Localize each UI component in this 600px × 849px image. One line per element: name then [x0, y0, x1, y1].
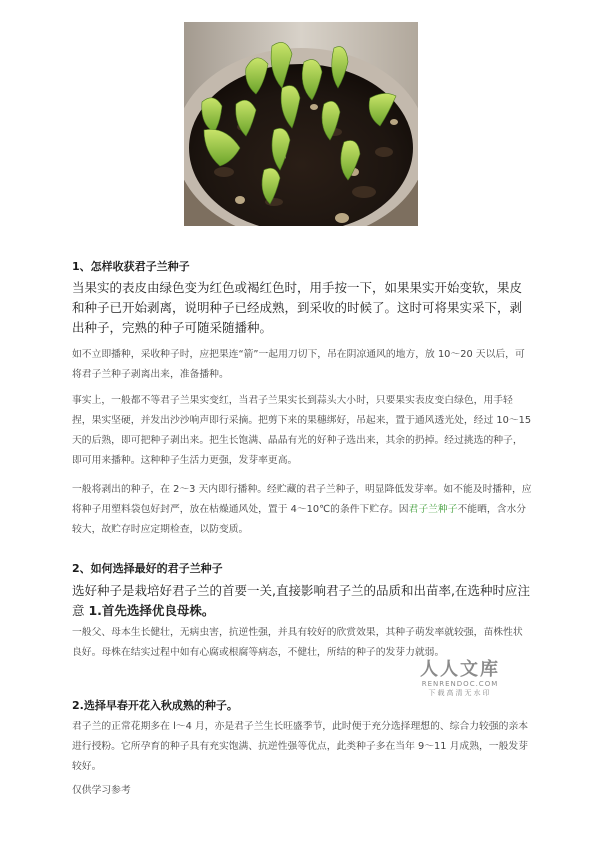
watermark-tagline: 下载高清无水印	[428, 689, 492, 697]
section2-paragraph-1	[72, 581, 532, 621]
watermark-title: 人人文库	[420, 659, 500, 680]
watermark-url: RENRENDOC.COM	[421, 680, 499, 688]
seedling-photo	[184, 22, 418, 226]
orchid-seed-link[interactable]: 君子兰种子	[408, 504, 458, 515]
footer-note: 仅供学习参考	[72, 785, 131, 796]
section1-paragraph-4	[72, 480, 532, 540]
watermark-logo	[414, 660, 506, 698]
section3-title: 2.选择早春开花入秋成熟的种子。	[72, 699, 238, 712]
section3-paragraph-1: 君子兰的正常花期多在 l～4 月，亦是君子兰生长旺盛季节，此时便于充分选择理想的、综合力较强的亲本进行授粉。它所孕育的种子具有充实饱满、抗逆性强等优点，此类种子多在当年 9～11 月成熟，一般发芽较好。	[72, 721, 529, 772]
section1-title: 1、怎样收获君子兰种子	[72, 260, 190, 273]
section1-paragraph-4-text-a: 一般将剥出的种子，在 2～3 天内即行播种。经贮藏的君子兰种子，明显降低发芽率。如不能及时播种，应将种子用塑料袋包好封严，放在枯燥通风处，置于 4～10℃的条件下贮存。因	[72, 484, 532, 515]
section2-subheading: 1.首先选择优良母株。	[88, 603, 215, 618]
section1-paragraph-3: 事实上，一般都不等君子兰果实变红，当君子兰果实长到蒜头大小时，只要果实表皮变白绿色，用手轻捏，果实坚硬，并发出沙沙响声即行采摘。把剪下来的果穗绑好，吊起来，置于通风透光处，经过 10～15 天的后熟，即可把种子剥出来。把生长饱满、晶晶有光的好种子选出来，其余的扔掉。经过挑选的种子，即可用来播种。这种种子生活力更强，发芽率更高。	[72, 395, 532, 466]
section2-title: 2、如何选择最好的君子兰种子	[72, 562, 223, 575]
section1-paragraph-2: 如不立即播种，采收种子时，应把果连“箭”一起用刀切下，吊在阴凉通风的地方，放 10～20 天以后，可将君子兰种子剥离出来，准备播种。	[72, 349, 525, 380]
section1-paragraph-4-text-b: 不能晒，含水分较大，故贮存时应定期检查，以防变质。	[72, 504, 527, 535]
section2-paragraph-2: 一般父、母本生长健壮，无病虫害，抗逆性强，并具有较好的欣赏效果，其种子萌发率就较强，苗株性状良好。母株在结实过程中如有心腐或根腐等病态，不健壮，所结的种子的发芽力就弱。	[72, 627, 523, 658]
section2-paragraph-1-text: 选好种子是栽培好君子兰的首要一关,直接影响君子兰的品质和出苗率,在选种时应注意	[72, 583, 530, 618]
section1-paragraph-1: 当果实的表皮由绿色变为红色或褐红色时，用手按一下，如果果实开始变软，果皮和种子已开始剥离，说明种子已经成熟，到采收的时候了。这时可将果实采下，剥出种子，完熟的种子可随采随播种。	[72, 280, 523, 335]
